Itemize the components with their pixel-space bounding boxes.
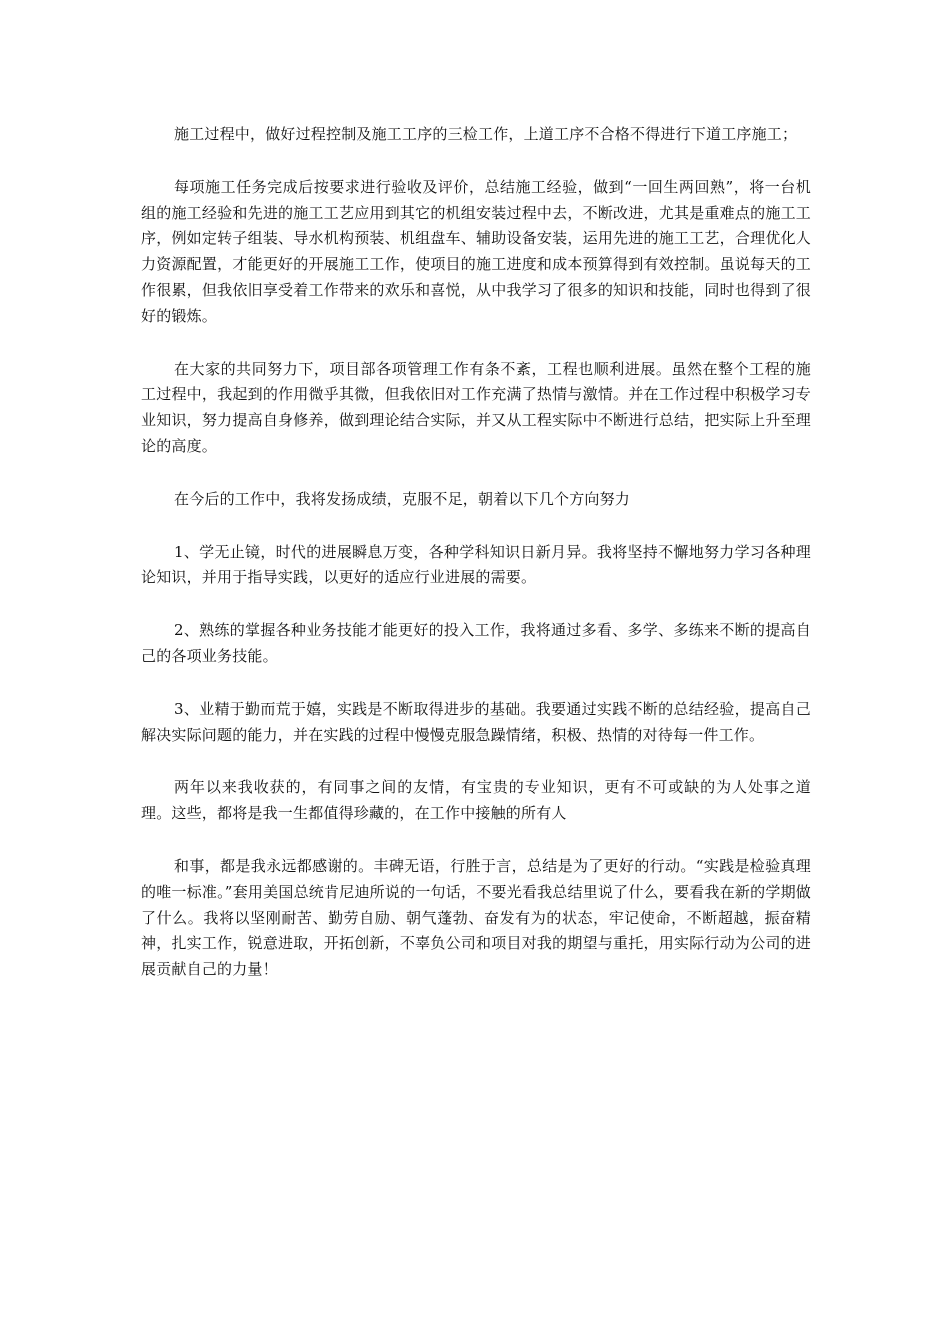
paragraph-gains: 两年以来我收获的，有同事之间的友情，有宝贵的专业知识，更有不可或缺的为人处事之道理。这些，都将是我一生都值得珍藏的，在工作中接触的所有人 [141,778,811,823]
paragraph-item-3: 3、业精于勤而荒于嬉，实践是不断取得进步的基础。我要通过实践不断的总结经验，提高自己解决实际问题的能力，并在实践的过程中慢慢克服急躁情绪，积极、热情的对待每一件工作。 [141,699,811,744]
paragraph-conclusion: 和事，都是我永远都感谢的。丰碑无语，行胜于言，总结是为了更好的行动。“实践是检验真理的唯一标准。”套用美国总统肯尼迪所说的一句话，不要光看我总结里说了什么，要看我在新的学期做了什么。我将以坚刚耐苦、勤劳自励、朝气蓬勃、奋发有为的状态，牢记使命，不断超越，振奋精神，扎实工作，锐意进取，开拓创新，不辜负公司和项目对我的期望与重托，用实际行动为公司的进展贡献自己的力量！ [141,856,811,979]
document-body [141,122,811,1010]
paragraph-team-progress: 在大家的共同努力下，项目部各项管理工作有条不紊，工程也顺利进展。虽然在整个工程的施工过程中，我起到的作用微乎其微，但我依旧对工作充满了热情与激情。并在工作过程中积极学习专业知识，努力提高自身修养，做到理论结合实际，并又从工程实际中不断进行总结，把实际上升至理论的高度。 [141,359,811,455]
paragraph-process-control: 施工过程中，做好过程控制及施工工序的三检工作，上道工序不合格不得进行下道工序施工； [174,125,798,143]
paragraph-experience-summary: 每项施工任务完成后按要求进行验收及评价，总结施工经验，做到“一回生两回熟”，将一台机组的施工经验和先进的施工工艺应用到其它的机组安装过程中去，不断改进，尤其是重难点的施工工序，例如定转子组装、导水机构预装、机组盘车、辅助设备安装，运用先进的施工工艺，合理优化人力资源配置，才能更好的开展施工工作，使项目的施工进度和成本预算得到有效控制。虽说每天的工作很累，但我依旧享受着工作带来的欢乐和喜悦，从中我学习了很多的知识和技能，同时也得到了很好的锻炼。 [141,177,811,325]
paragraph-item-2: 2、熟练的掌握各种业务技能才能更好的投入工作，我将通过多看、多学、多练来不断的提高自己的各项业务技能。 [141,621,811,665]
paragraph-future-directions: 在今后的工作中，我将发扬成绩，克服不足，朝着以下几个方向努力 [174,489,631,508]
paragraph-item-1: 1、学无止镜，时代的进展瞬息万变，各种学科知识日新月异。我将坚持不懈地努力学习各种理论知识，并用于指导实践，以更好的适应行业进展的需要。 [141,542,811,587]
